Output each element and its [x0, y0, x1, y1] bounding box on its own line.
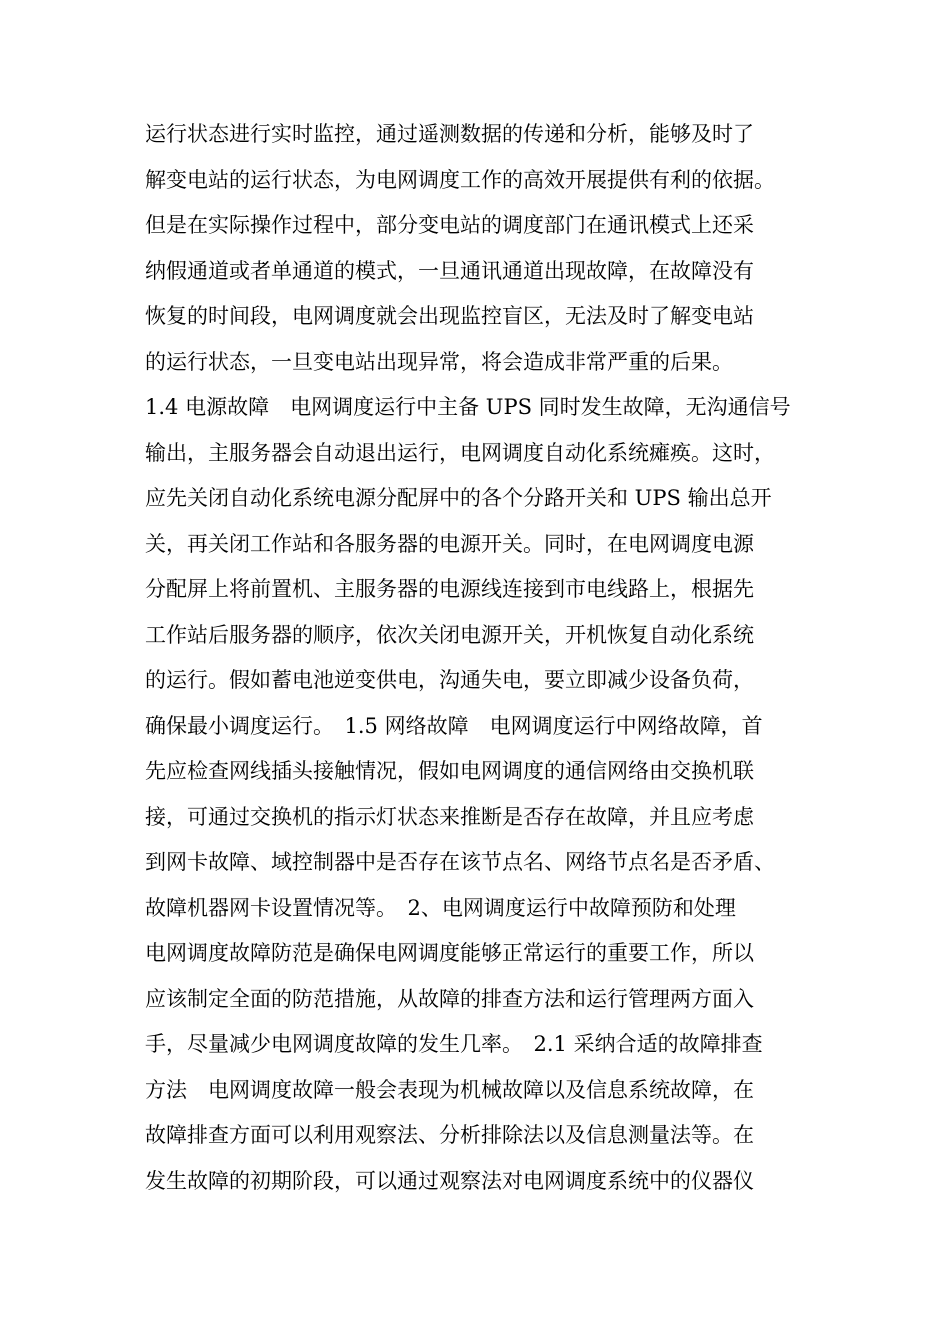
text-line: 应先关闭自动化系统电源分配屏中的各个分路开关和 UPS 输出总开 — [145, 486, 772, 510]
text-line: 关，再关闭工作站和各服务器的电源开关。同时，在电网调度电源 — [145, 531, 754, 556]
text-line: 方法 电网调度故障一般会表现为机械故障以及信息系统故障，在 — [145, 1077, 754, 1102]
text-line: 电网调度故障防范是确保电网调度能够正常运行的重要工作，所以 — [145, 941, 754, 965]
text-line: 先应检查网线插头接触情况，假如电网调度的通信网络由交换机联 — [145, 759, 754, 783]
text-line: 故障机器网卡设置情况等。 2、电网调度运行中故障预防和处理 — [145, 895, 736, 920]
text-line: 接，可通过交换机的指示灯状态来推断是否存在故障，并且应考虑 — [145, 804, 754, 829]
text-line: 输出，主服务器会自动退出运行，电网调度自动化系统瘫痪。这时， — [145, 440, 775, 465]
text-line: 的运行。假如蓄电池逆变供电，沟通失电，要立即减少设备负荷， — [145, 668, 754, 692]
text-line: 的运行状态，一旦变电站出现异常，将会造成非常严重的后果。 — [145, 349, 733, 374]
text-line: 手，尽量减少电网调度故障的发生几率。 2.1 采纳合适的故障排查 — [145, 1032, 763, 1056]
text-line: 工作站后服务器的顺序，依次关闭电源开关，开机恢复自动化系统 — [145, 622, 754, 647]
text-line: 应该制定全面的防范措施，从故障的排查方法和运行管理两方面入 — [145, 986, 754, 1011]
text-line: 恢复的时间段，电网调度就会出现监控盲区，无法及时了解变电站 — [145, 304, 754, 328]
text-line: 纳假通道或者单通道的模式，一旦通讯通道出现故障，在故障没有 — [145, 258, 754, 283]
text-line: 运行状态进行实时监控，通过遥测数据的传递和分析，能够及时了 — [145, 122, 754, 146]
text-line: 故障排查方面可以利用观察法、分析排除法以及信息测量法等。在 — [145, 1123, 754, 1147]
text-line: 1.4 电源故障 电网调度运行中主备 UPS 同时发生故障，无沟通信号 — [145, 395, 791, 419]
text-line: 分配屏上将前置机、主服务器的电源线连接到市电线路上，根据先 — [145, 577, 754, 601]
text-line: 但是在实际操作过程中，部分变电站的调度部门在通讯模式上还采 — [145, 213, 754, 237]
text-line: 发生故障的初期阶段，可以通过观察法对电网调度系统中的仪器仪 — [145, 1168, 754, 1193]
text-line: 到网卡故障、域控制器中是否存在该节点名、网络节点名是否矛盾、 — [145, 850, 775, 874]
text-line: 确保最小调度运行。 1.5 网络故障 电网调度运行中网络故障，首 — [145, 713, 763, 738]
body-text — [145, 112, 825, 1204]
text-line: 解变电站的运行状态，为电网调度工作的高效开展提供有利的依据。 — [145, 167, 775, 192]
